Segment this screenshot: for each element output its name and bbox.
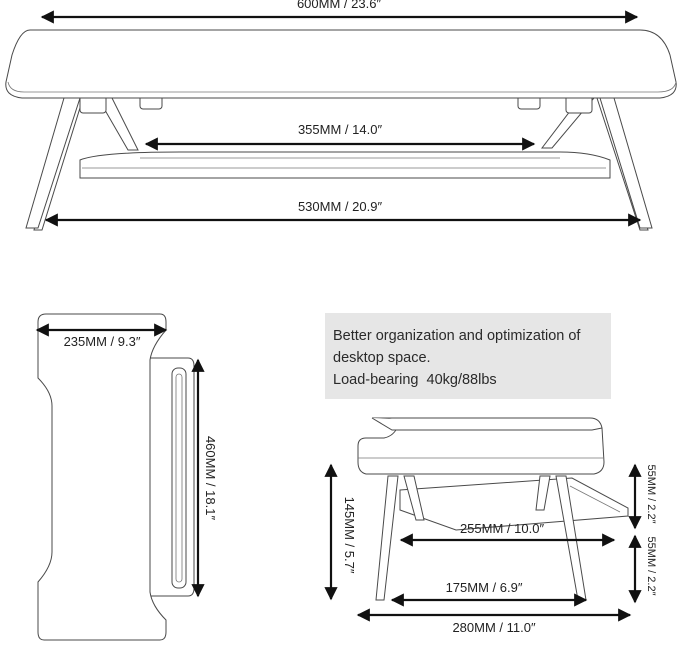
info-callout: [325, 313, 611, 399]
inner-width-label: 355MM / 14.0″: [297, 122, 383, 137]
shelf-label: 255MM / 10.0″: [459, 521, 545, 536]
height-label: 145MM / 5.7″: [342, 496, 357, 574]
upper-gap-label: 55MM / 2.2″: [645, 464, 657, 524]
info-line-2: desktop space.: [333, 350, 431, 366]
length-label: 460MM / 18.1″: [203, 435, 218, 521]
base-label: 280MM / 11.0″: [452, 620, 536, 635]
lower-gap-label: 55MM / 2.2″: [645, 536, 657, 596]
width-label: 600MM / 23.6″: [296, 0, 382, 11]
depth-label: 235MM / 9.3″: [63, 334, 141, 349]
monitor-stand-top-view: [38, 314, 194, 640]
monitor-stand-perspective-view: [358, 418, 628, 600]
info-line-3: Load-bearing 40kg/88lbs: [333, 372, 497, 388]
foot-label: 175MM / 6.9″: [445, 580, 523, 595]
leg-span-label: 530MM / 20.9″: [297, 199, 383, 214]
info-line-1: Better organization and optimization of: [333, 328, 581, 344]
